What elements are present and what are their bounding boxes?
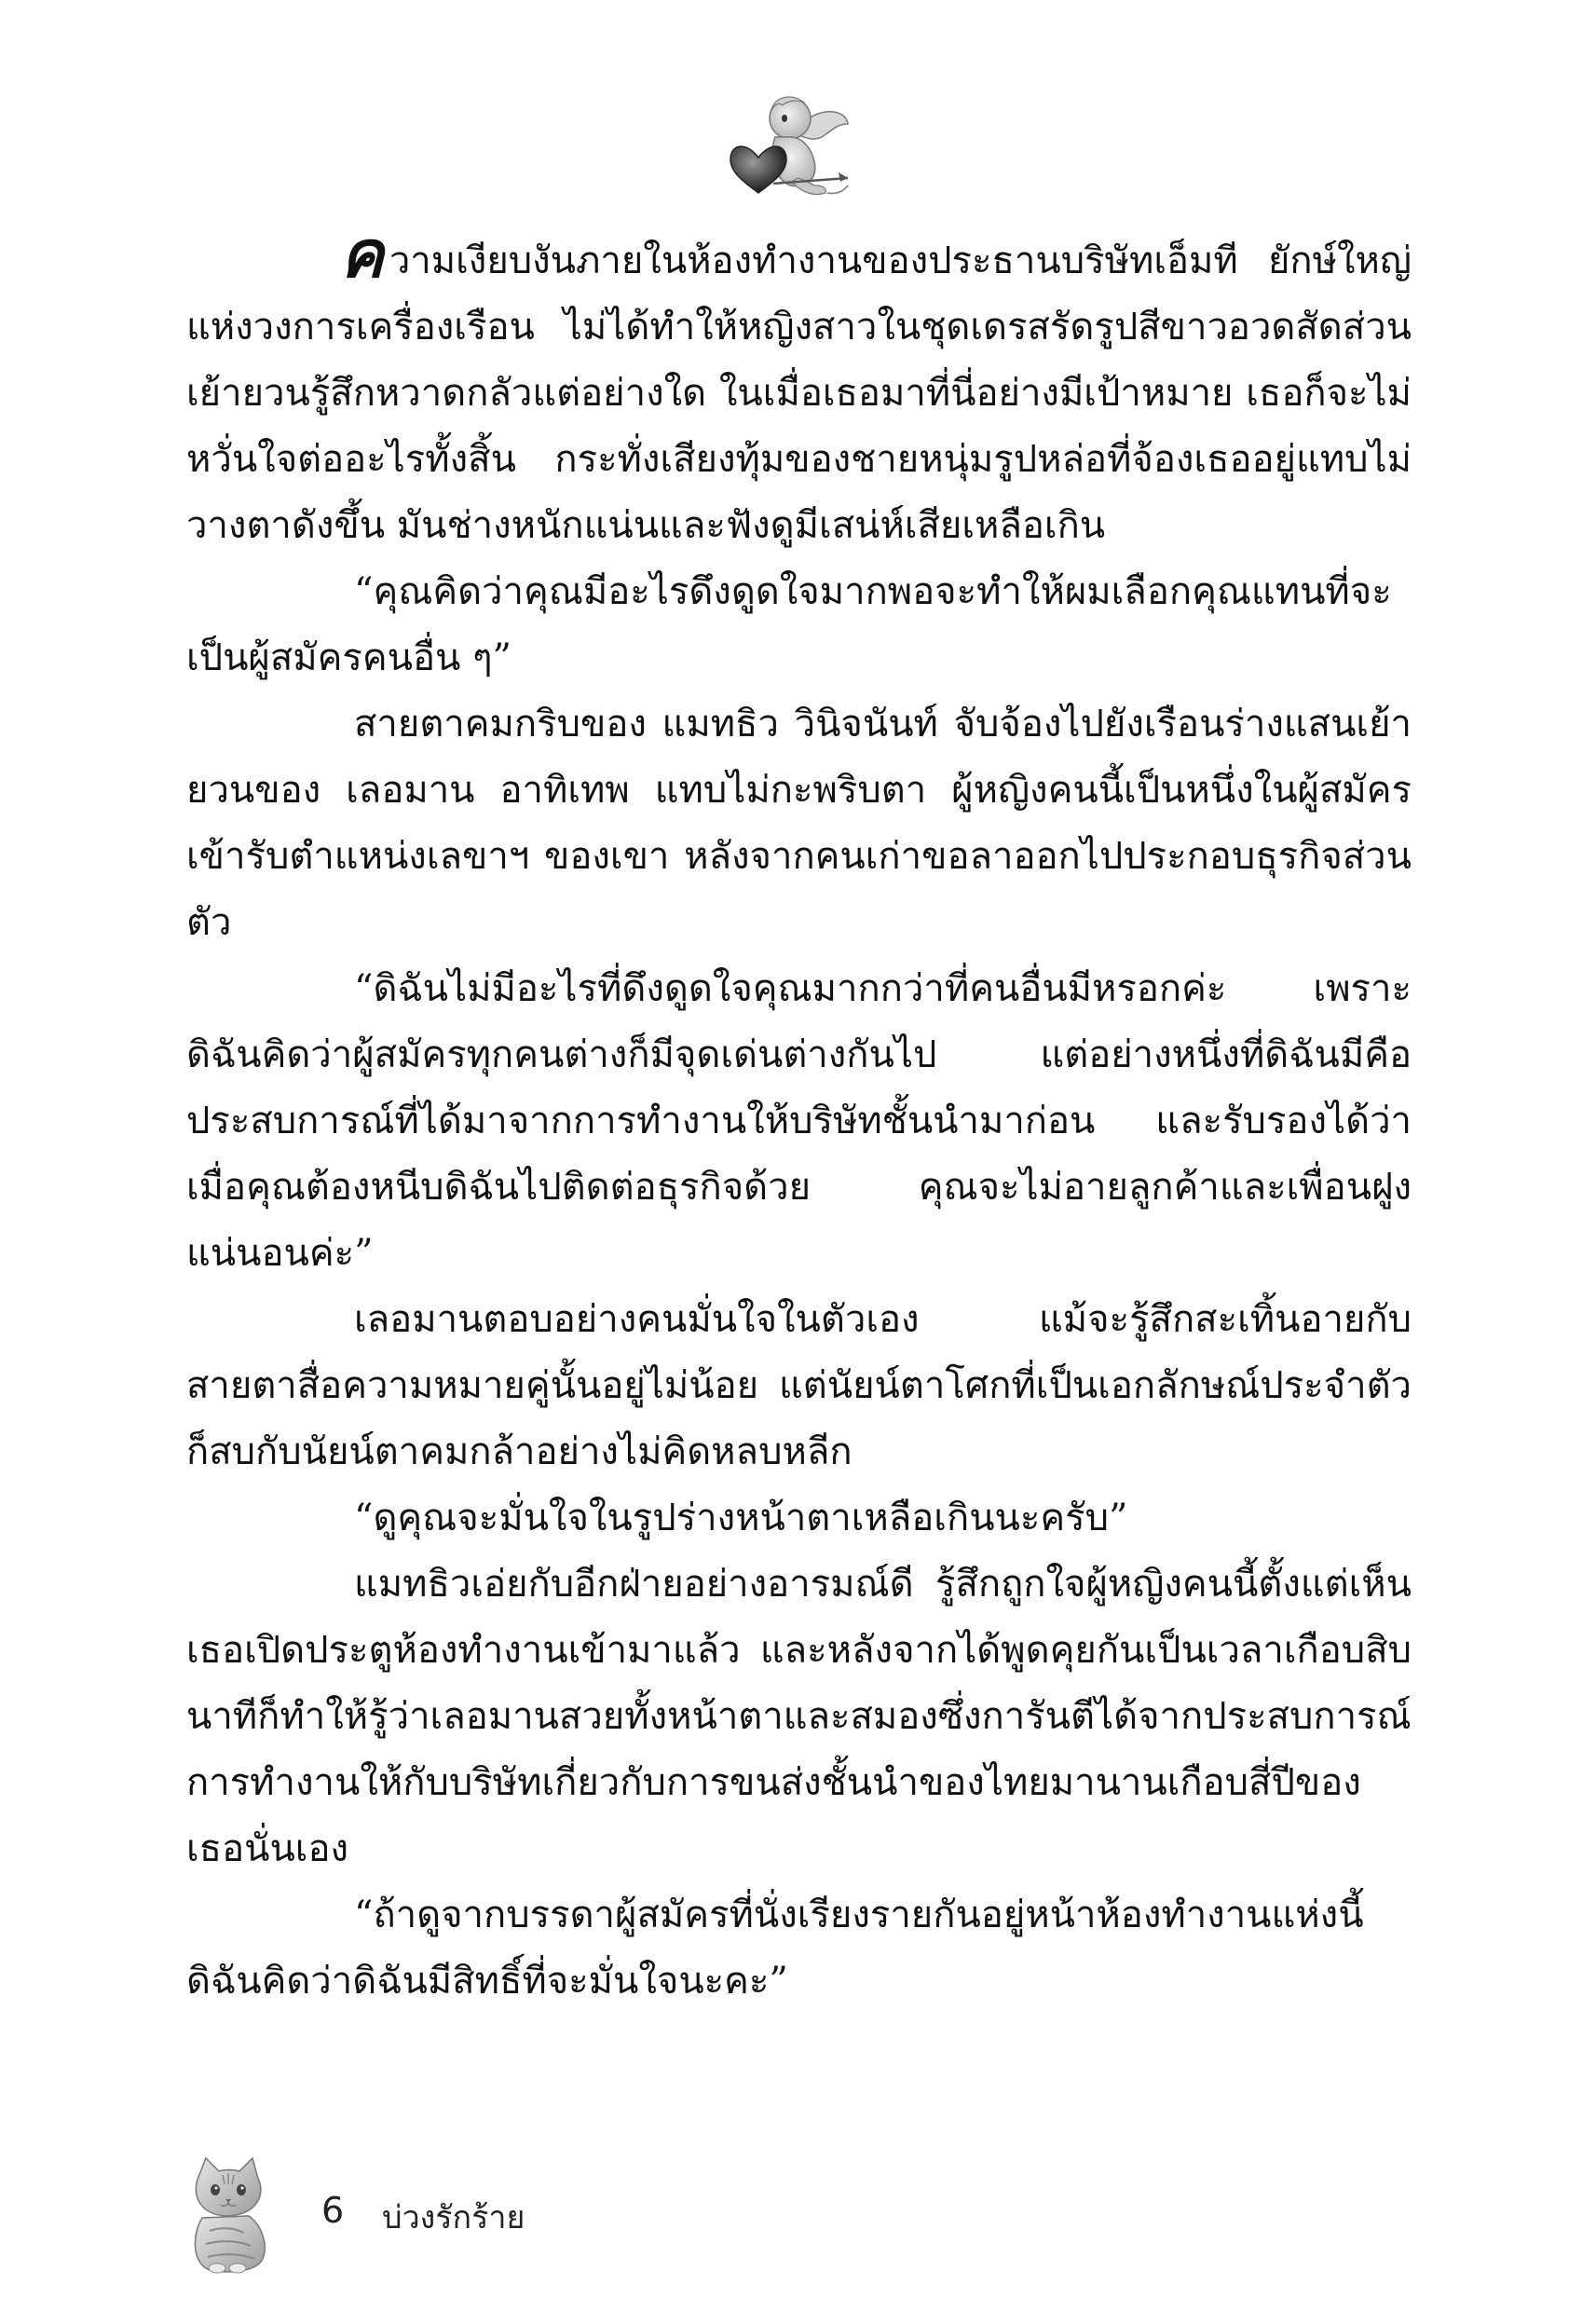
paragraph: “ดิฉันไม่มีอะไรที่ดึงดูดใจคุณมากกว่าที่คนอื่นมีหรอกค่ะ เพราะดิฉันคิดว่าผู้สมัครทุกคนต่างก็มีจุดเด่นต่างกันไป แต่อย่างหนึ่งที่ดิฉันมีคือประสบการณ์ที่ได้มาจากการทำงานให้บริษัทชั้นนำมาก่อน และรับรองได้ว่าเมื่อคุณต้องหนีบดิฉันไปติดต่อธุรกิจด้วย คุณจะไม่อายลูกค้าและเพื่อนฝูงแน่นอนค่ะ” xyxy=(186,967,1412,1275)
story-text xyxy=(186,216,1412,2015)
paragraph-text: วามเงียบงันภายในห้องทำงานของประธานบริษัทเอ็มที ยักษ์ใหญ่แห่งวงการเครื่องเรือน ไม่ได้ทำให้หญิงสาวในชุดเดรสรัดรูปสีขาวอวดสัดส่วนเย้ายวนรู้สึกหวาดกลัวแต่อย่างใด ในเมื่อเธอมาที่นี่อย่างมีเป้าหมาย เธอก็จะไม่หวั่นใจต่ออะไรทั้งสิ้น กระทั่งเสียงทุ้มของชายหนุ่มรูปหล่อที่จ้องเธออยู่แทบไม่วางตาดังขึ้น มันช่างหนักแน่นและฟังดูมีเสน่ห์เสียเหลือเกิน xyxy=(186,239,1412,547)
paragraph: เลอมานตอบอย่างคนมั่นใจในตัวเอง แม้จะรู้สึกสะเทิ้นอายกับสายตาสื่อความหมายคู่นั้นอยู่ไม่น้อย แต่นัยน์ตาโศกที่เป็นเอกลักษณ์ประจำตัวก็สบกับนัยน์ตาคมกล้าอย่างไม่คิดหลบหลีก xyxy=(186,1298,1412,1473)
cupid-with-heart-icon xyxy=(717,89,857,205)
paragraph-opening xyxy=(186,216,1412,559)
page-number: 6 xyxy=(321,2190,345,2231)
paragraph: สายตาคมกริบของ แมทธิว วินิจนันท์ จับจ้องไปยังเรือนร่างแสนเย้ายวนของ เลอมาน อาทิเทพ แทบไม่กะพริบตา ผู้หญิงคนนี้เป็นหนึ่งในผู้สมัครเข้ารับตำแหน่งเลขาฯ ของเขา หลังจากคนเก่าขอลาออกไปประกอบธุรกิจส่วนตัว xyxy=(186,703,1412,944)
book-title: บ่วงรักร้าย xyxy=(382,2199,525,2236)
page-footer xyxy=(182,2153,741,2274)
drop-cap: ค xyxy=(340,216,384,293)
paragraph: “ถ้าดูจากบรรดาผู้สมัครที่นั่งเรียงรายกันอยู่หน้าห้องทำงานแห่งนี้ ดิฉันคิดว่าดิฉันมีสิทธิ์ที่จะมั่นใจนะคะ” xyxy=(186,1894,1364,2003)
paragraph: “ดูคุณจะมั่นใจในรูปร่างหน้าตาเหลือเกินนะครับ” xyxy=(354,1497,1128,1539)
paragraph: “คุณคิดว่าคุณมีอะไรดึงดูดใจมากพอจะทำให้ผมเลือกคุณแทนที่จะเป็นผู้สมัครคนอื่น ๆ” xyxy=(186,570,1392,679)
paragraph: แมทธิวเอ่ยกับอีกฝ่ายอย่างอารมณ์ดี รู้สึกถูกใจผู้หญิงคนนี้ตั้งแต่เห็นเธอเปิดประตูห้องทำงานเข้ามาแล้ว และหลังจากได้พูดคุยกันเป็นเวลาเกือบสิบนาทีก็ทำให้รู้ว่าเลอมานสวยทั้งหน้าตาและสมองซึ่งการันตีได้จากประสบการณ์การทำงานให้กับบริษัทเกี่ยวกับการขนส่งชั้นนำของไทยมานานเกือบสี่ปีของเธอนั่นเอง xyxy=(186,1563,1412,1870)
kitten-icon xyxy=(182,2153,275,2274)
